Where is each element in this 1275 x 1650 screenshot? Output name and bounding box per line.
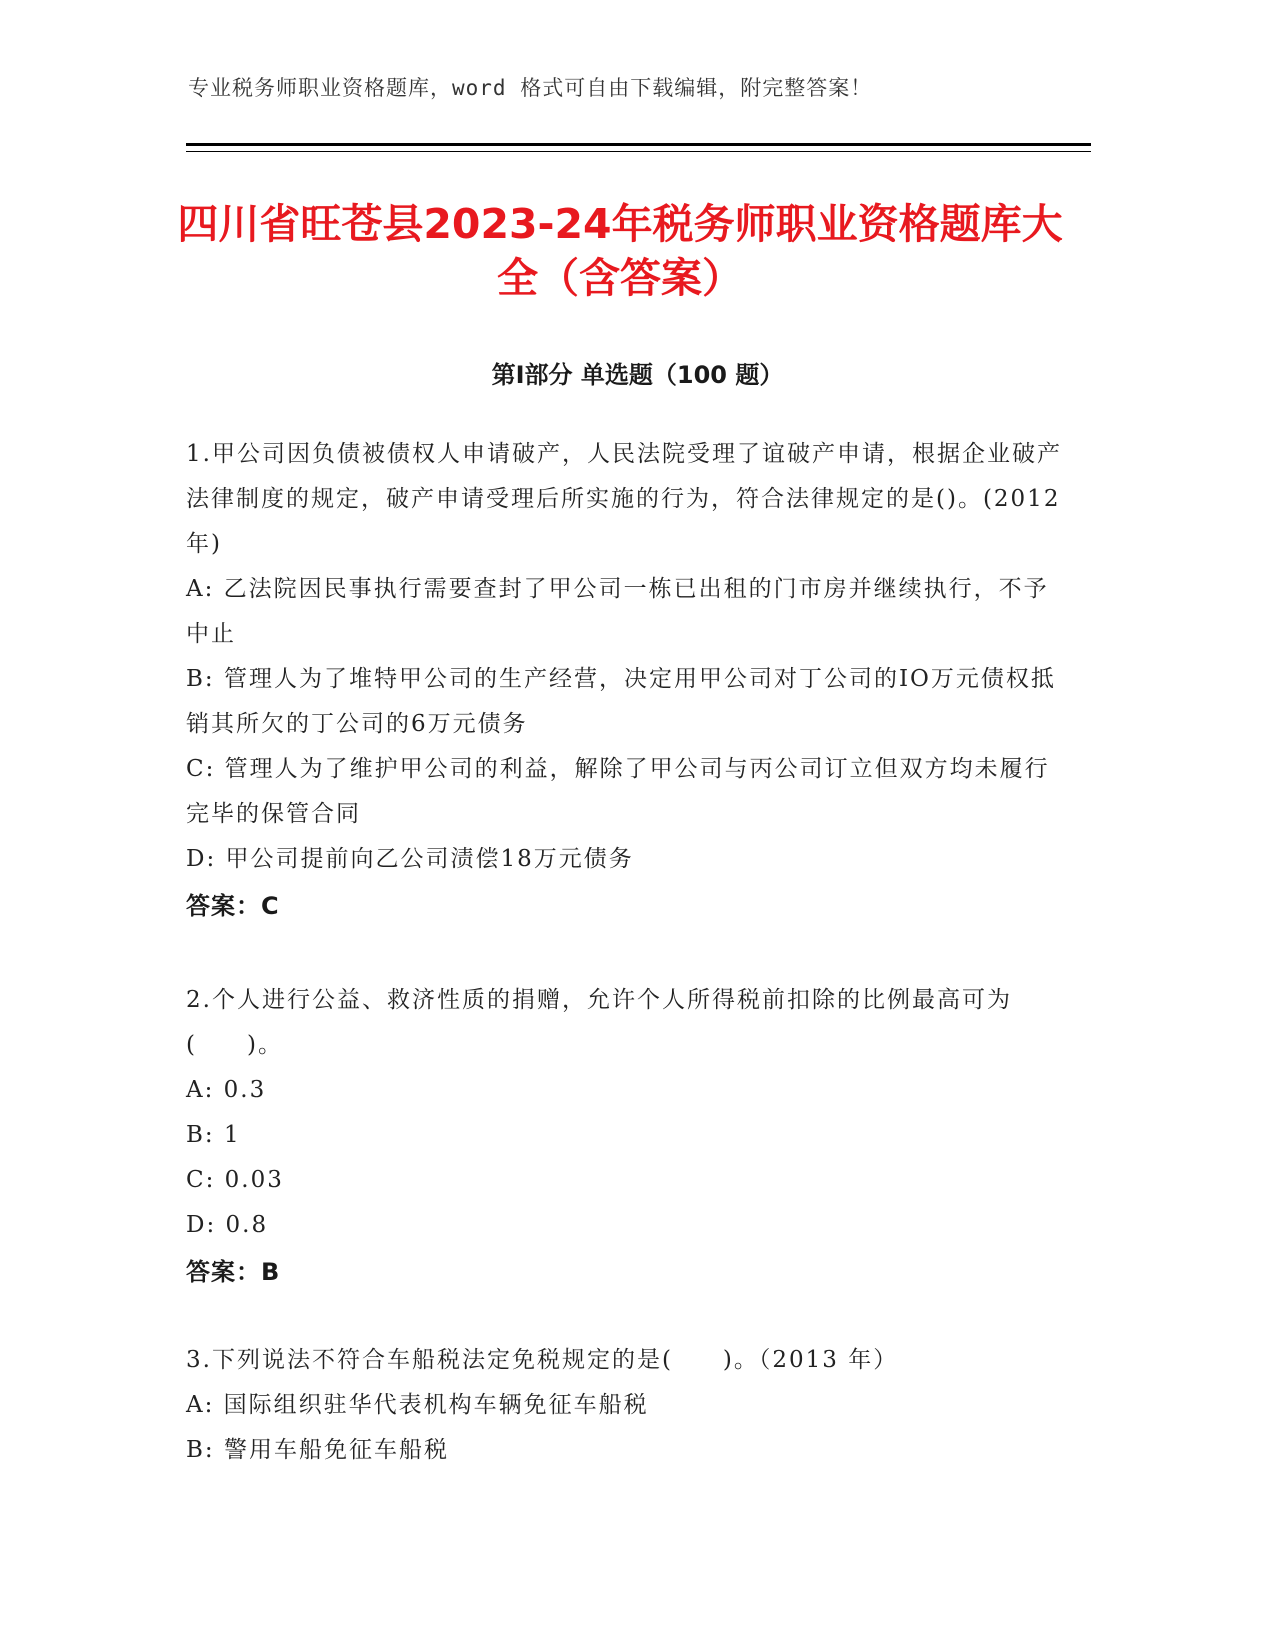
option-c: C: 管理人为了维护甲公司的利益，解除了甲公司与丙公司订立但双方均未履行完毕的保管合同 [186,756,1050,827]
question-stem: 1.甲公司因负债被债权人申请破产，人民法院受理了谊破产申请，根据企业破产法律制度的规定，破产申请受理后所实施的行为，符合法律规定的是()。(2012 年) [186,441,1062,557]
option-a: A: 国际组织驻华代表机构车辆免征车船税 [186,1392,649,1418]
option-d: D: 甲公司提前向乙公司渍偿18万元债务 [186,846,634,872]
question-2 [186,978,1066,1295]
answer-label: 答案：B [186,1258,281,1286]
header-note: 专业税务师职业资格题库，word 格式可自由下载编辑，附完整答案！ [188,76,873,100]
question-stem: 2.个人进行公益、救济性质的捐赠，允许个人所得税前扣除的比例最高可为( )。 [186,987,1012,1058]
answer-label: 答案：C [186,892,280,920]
question-1 [186,432,1066,929]
document-title: 四川省旺苍县2023-24年税务师职业资格题库大全（含答案） [177,200,1063,302]
option-a: A: 0.3 [186,1077,267,1103]
option-b: B: 管理人为了堆特甲公司的生产经营，决定用甲公司对丁公司的IO万元债权抵销其所欠的丁公司的6万元债务 [186,666,1056,737]
option-b: B: 1 [186,1122,241,1148]
option-c: C: 0.03 [186,1167,284,1193]
option-b: B: 警用车船免征车船税 [186,1437,449,1463]
header-divider-thick [186,143,1091,146]
section-title: 第Ⅰ部分 单选题（100 题） [491,361,784,389]
option-d: D: 0.8 [186,1212,269,1238]
question-stem: 3.下列说法不符合车船税法定免税规定的是( )。（2013 年） [186,1347,899,1373]
option-a: A: 乙法院因民事执行需要查封了甲公司一栋已出租的门市房并继续执行，不予中止 [186,576,1049,647]
header-divider-thin [186,151,1091,152]
question-3 [186,1338,1066,1473]
